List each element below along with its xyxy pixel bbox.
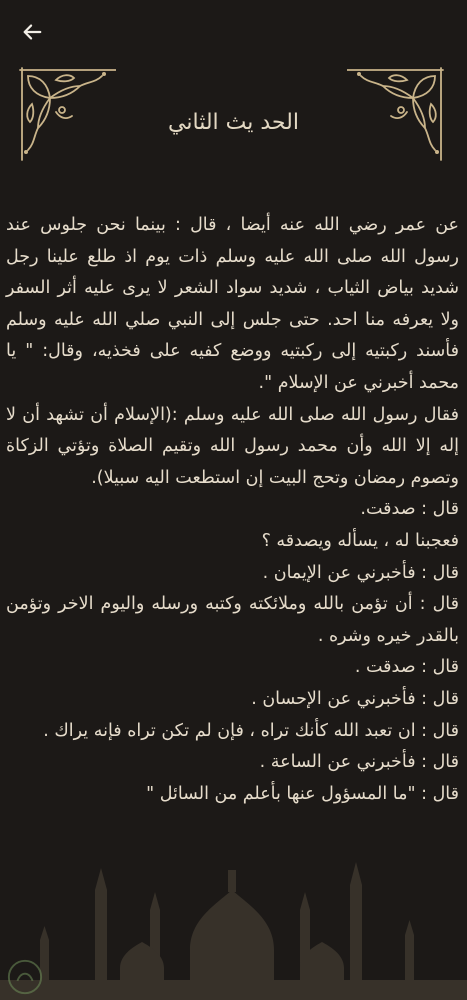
hadith-paragraph: فعجبنا له ، يسأله ويصدقه ؟ (261, 530, 459, 551)
hadith-paragraph: قال : فأخبرني عن الإيمان . (262, 562, 459, 583)
hadith-text (6, 210, 459, 810)
hadith-paragraph: قال : فأخبرني عن الإحسان . (251, 688, 459, 709)
watermark-logo-icon (6, 958, 44, 996)
hadith-paragraph: قال : صدقت . (354, 657, 459, 678)
hadith-paragraph: قال : أن تؤمن بالله وملائكته وكتبه ورسله واليوم الاخر وتؤمن بالقدر خيره وشره . (6, 594, 459, 646)
hadith-paragraph: قال : "ما المسؤول عنها بأعلم من السائل " (146, 783, 459, 804)
arrow-left-icon (21, 21, 43, 43)
page-title: الحد يث الثاني (168, 110, 299, 135)
hadith-paragraph: عن عمر رضي الله عنه أيضا ، قال : بينما نحن جلوس عند رسول الله صلى الله عليه وسلم ذات يوم اذ طلع علينا رجل شديد بياض الثياب ، شديد سواد الشعر لا يرى عليه أثر السفر ولا يعرفه منا احد. حتى جلس إلى النبي صلي الله عليه وسلم فأسند ركبتيه إلى ركبتيه ووضع كفيه على فخذيه، وقال: " يا محمد أخبرني عن الإسلام ". (6, 215, 459, 393)
hadith-paragraph: قال : فأخبرني عن الساعة . (259, 752, 459, 773)
app-header (0, 0, 467, 62)
hadith-paragraph: قال : ان تعبد الله كأنك تراه ، فإن لم تكن تراه فإنه يراك . (43, 720, 459, 741)
hadith-paragraph: قال : صدقت. (360, 499, 459, 520)
back-button[interactable] (14, 16, 50, 48)
mosque-silhouette-icon (0, 850, 467, 1000)
hadith-paragraph: فقال رسول الله صلى الله عليه وسلم :(الإسلام أن تشهد أن لا إله إلا الله وأن محمد رسول الله وتقيم الصلاة وتؤتي الزكاة وتصوم رمضان وتحج البيت إن استطعت اليه سبيلا). (6, 404, 459, 488)
